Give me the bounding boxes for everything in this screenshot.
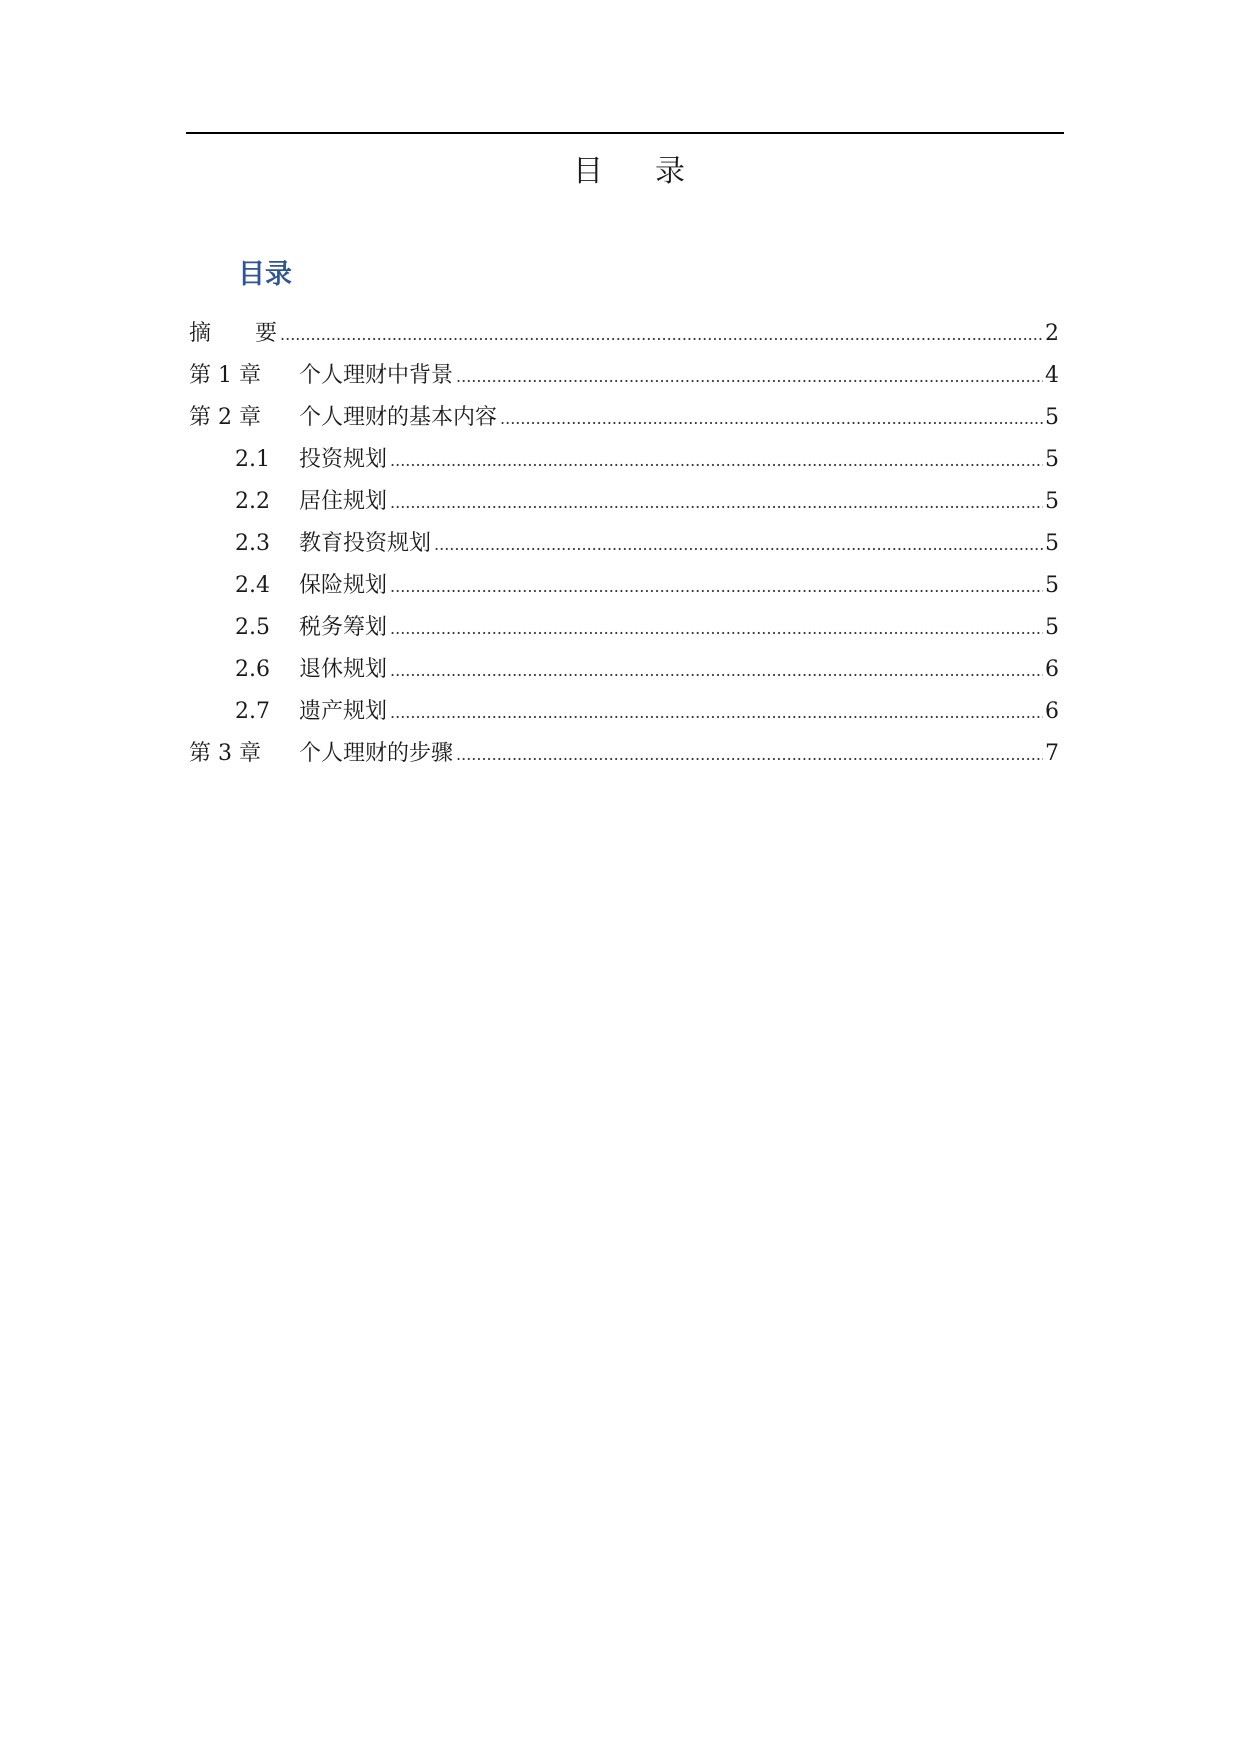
table-of-contents xyxy=(189,313,1059,775)
toc-entry-number: 2.4 xyxy=(235,573,270,598)
toc-entry-number: 2.5 xyxy=(235,615,270,640)
toc-entry-number: 2.1 xyxy=(235,447,270,472)
toc-entry-label: 退休规划 xyxy=(299,657,388,682)
toc-entry-section-2-2[interactable] xyxy=(189,481,1059,523)
toc-entry-section-2-7[interactable] xyxy=(189,691,1059,733)
toc-entry-number: 第 2 章 xyxy=(189,405,261,430)
toc-entry-label: 遗产规划 xyxy=(299,699,388,724)
header-rule xyxy=(186,132,1064,134)
toc-heading: 目录 xyxy=(238,259,292,290)
dot-leader xyxy=(434,523,1043,566)
toc-entry-page: 5 xyxy=(1045,573,1059,598)
toc-entry-label: 个人理财中背景 xyxy=(299,363,454,388)
toc-entry-section-2-6[interactable] xyxy=(189,649,1059,691)
dot-leader xyxy=(456,733,1043,776)
toc-entry-label: 税务筹划 xyxy=(299,615,388,640)
toc-entry-label: 教育投资规划 xyxy=(299,531,432,556)
dot-leader xyxy=(390,607,1043,650)
page-title-left: 目 xyxy=(573,154,603,189)
toc-entry-label: 个人理财的步骤 xyxy=(299,741,454,766)
toc-entry-label: 保险规划 xyxy=(299,573,388,598)
toc-entry-number: 2.2 xyxy=(235,489,270,514)
toc-entry-label: 个人理财的基本内容 xyxy=(299,405,498,430)
dot-leader xyxy=(500,397,1043,440)
toc-entry-page: 5 xyxy=(1045,531,1059,556)
toc-entry-chapter-3[interactable] xyxy=(189,733,1059,775)
dot-leader xyxy=(390,565,1043,608)
toc-entry-section-2-4[interactable] xyxy=(189,565,1059,607)
toc-entry-page: 5 xyxy=(1045,489,1059,514)
toc-entry-page: 4 xyxy=(1045,363,1059,388)
toc-entry-number: 2.7 xyxy=(235,699,270,724)
toc-entry-number: 2.3 xyxy=(235,531,270,556)
toc-entry-chapter-1[interactable] xyxy=(189,355,1059,397)
toc-entry-number: 第 3 章 xyxy=(189,741,261,766)
toc-entry-page: 6 xyxy=(1045,699,1059,724)
toc-entry-label: 投资规划 xyxy=(299,447,388,472)
toc-entry-section-2-3[interactable] xyxy=(189,523,1059,565)
dot-leader xyxy=(390,649,1043,692)
toc-entry-section-2-5[interactable] xyxy=(189,607,1059,649)
toc-entry-section-2-1[interactable] xyxy=(189,439,1059,481)
toc-entry-page: 5 xyxy=(1045,447,1059,472)
toc-entry-page: 5 xyxy=(1045,405,1059,430)
abstract-char-2: 要 xyxy=(255,321,278,346)
dot-leader xyxy=(280,313,1043,356)
toc-entry-page: 2 xyxy=(1045,321,1059,346)
abstract-char-1: 摘 xyxy=(189,321,212,346)
toc-entry-page: 5 xyxy=(1045,615,1059,640)
page-title-right: 录 xyxy=(655,154,685,189)
toc-entry-number: 第 1 章 xyxy=(189,363,261,388)
page-title xyxy=(186,146,1068,198)
toc-entry-chapter-2[interactable] xyxy=(189,397,1059,439)
toc-entry-page: 7 xyxy=(1045,741,1059,766)
toc-entry-page: 6 xyxy=(1045,657,1059,682)
dot-leader xyxy=(390,481,1043,524)
dot-leader xyxy=(390,439,1043,482)
dot-leader xyxy=(390,691,1043,734)
toc-entry-label xyxy=(189,313,277,355)
toc-entry-abstract[interactable] xyxy=(189,313,1059,355)
toc-entry-number: 2.6 xyxy=(235,657,270,682)
toc-entry-label: 居住规划 xyxy=(299,489,388,514)
dot-leader xyxy=(456,355,1043,398)
